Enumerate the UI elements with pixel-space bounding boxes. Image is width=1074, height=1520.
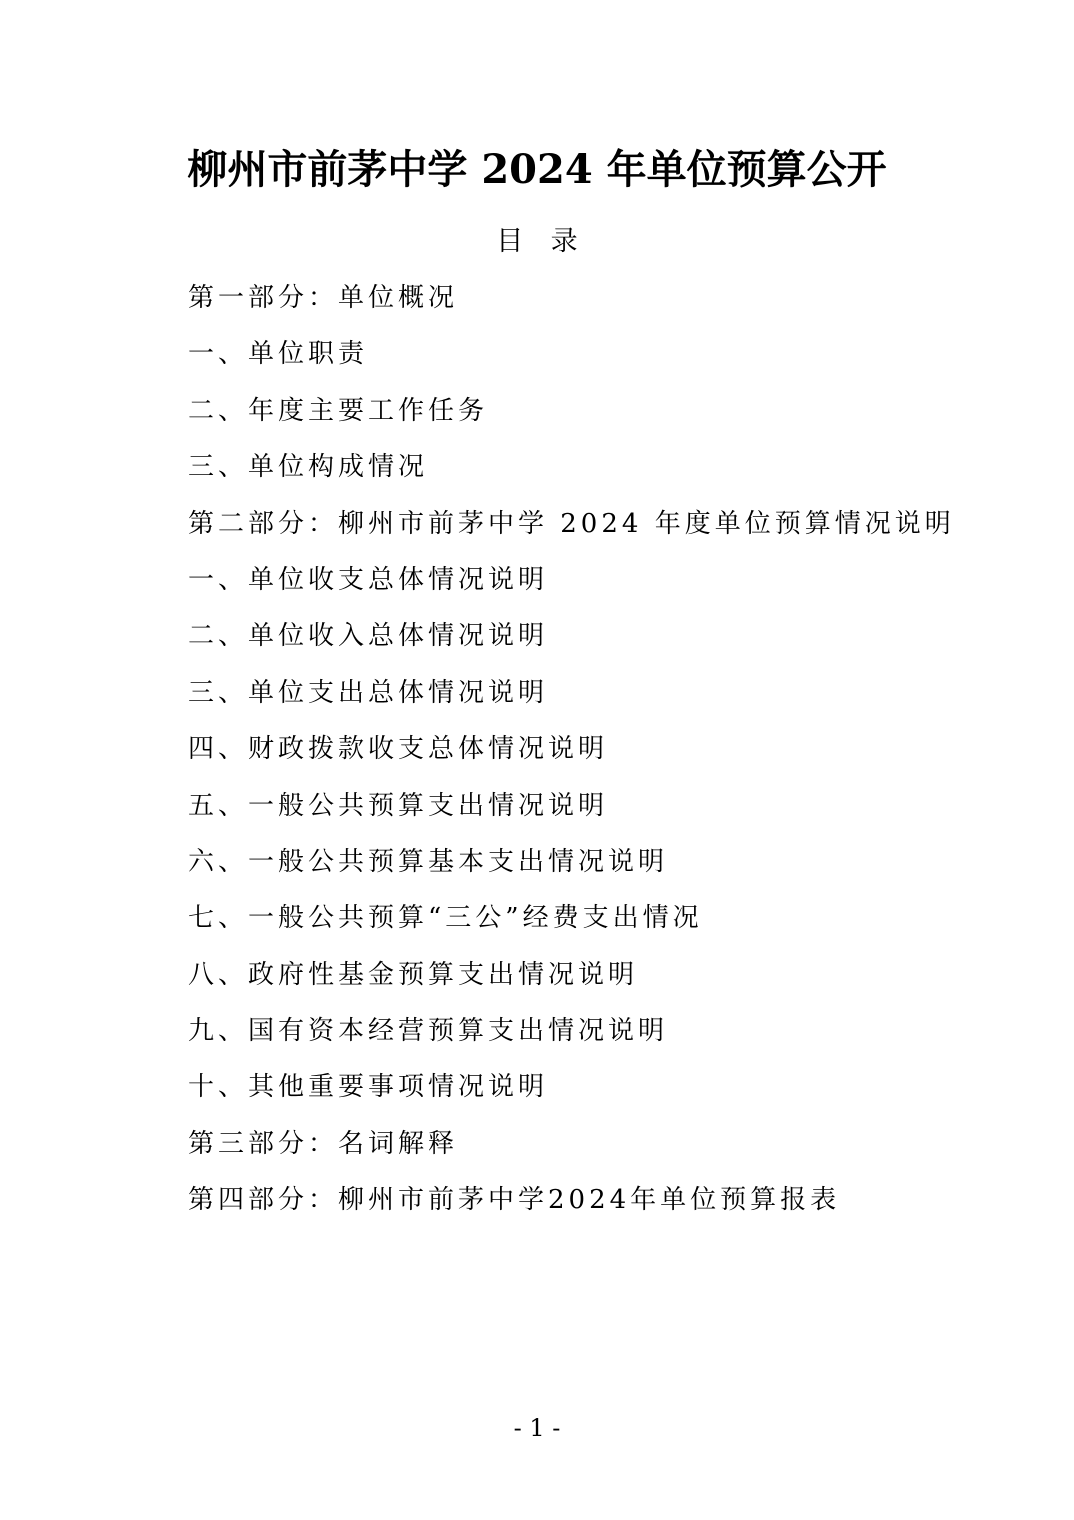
toc-item-annual-tasks: 二、年度主要工作任务 bbox=[188, 395, 489, 426]
toc-item-fiscal-allocation: 四、财政拨款收支总体情况说明 bbox=[188, 734, 609, 765]
toc-item-unit-composition: 三、单位构成情况 bbox=[188, 452, 429, 483]
table-of-contents bbox=[188, 276, 988, 1235]
toc-item-three-public-expenses: 七、一般公共预算“三公”经费支出情况 bbox=[188, 903, 703, 934]
toc-item-unit-duties: 一、单位职责 bbox=[188, 339, 369, 370]
toc-item-part-4: 第四部分：柳州市前茅中学2024年单位预算报表 bbox=[188, 1185, 841, 1216]
toc-item-part-3: 第三部分：名词解释 bbox=[188, 1128, 459, 1159]
toc-item-overall-expense: 三、单位支出总体情况说明 bbox=[188, 677, 549, 708]
toc-item-general-public-budget: 五、一般公共预算支出情况说明 bbox=[188, 790, 609, 821]
toc-item-other-matters: 十、其他重要事项情况说明 bbox=[188, 1072, 549, 1103]
toc-item-overall-income: 二、单位收入总体情况说明 bbox=[188, 621, 549, 652]
page-title: 柳州市前茅中学 2024 年单位预算公开 bbox=[187, 146, 887, 193]
toc-item-general-basic-expense: 六、一般公共预算基本支出情况说明 bbox=[188, 846, 669, 877]
page-number: - 1 - bbox=[513, 1414, 561, 1442]
toc-item-overall-income-expense: 一、单位收支总体情况说明 bbox=[188, 564, 549, 595]
toc-heading: 目 录 bbox=[496, 226, 578, 257]
toc-item-part-2: 第二部分：柳州市前茅中学 2024 年度单位预算情况说明 bbox=[188, 508, 955, 539]
toc-item-state-capital: 九、国有资本经营预算支出情况说明 bbox=[188, 1016, 669, 1047]
toc-item-part-1: 第一部分：单位概况 bbox=[188, 283, 459, 313]
toc-item-government-fund: 八、政府性基金预算支出情况说明 bbox=[188, 959, 639, 990]
